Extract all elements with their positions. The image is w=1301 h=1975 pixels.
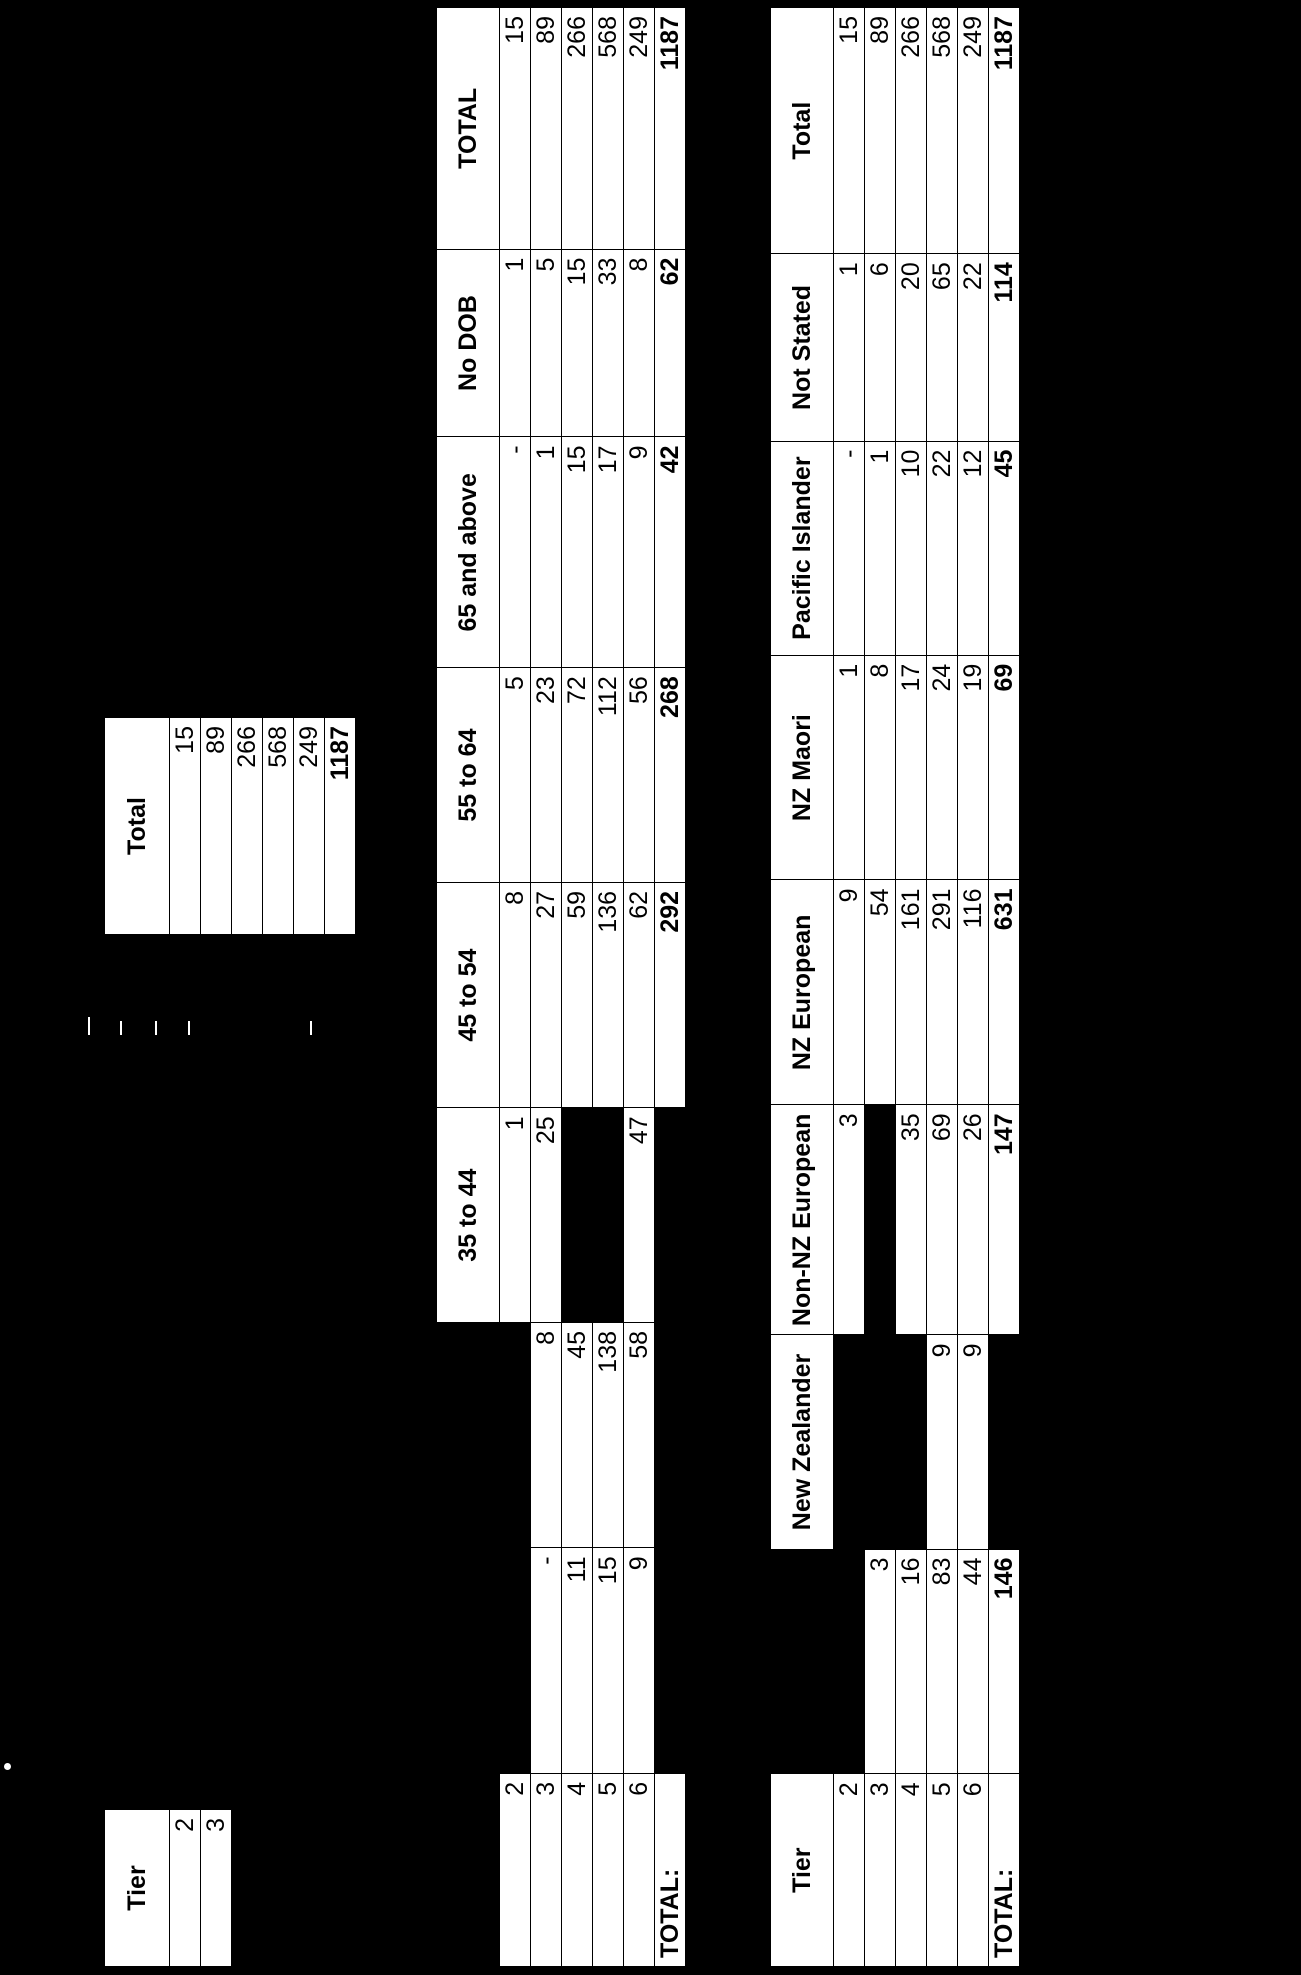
total-label: TOTAL:	[655, 1773, 686, 1966]
value-cell: 11	[562, 1548, 593, 1773]
value-cell: 1	[834, 254, 865, 441]
tier-cell: 5	[593, 1773, 624, 1966]
value-cell	[989, 1335, 1020, 1549]
eth-col-header: NZ Maori	[771, 655, 834, 880]
eth-col-header: Not Stated	[771, 254, 834, 441]
value-cell: 114	[989, 254, 1020, 441]
total-cell: 89	[201, 718, 232, 935]
value-cell: 1187	[655, 8, 686, 250]
table-row	[263, 718, 294, 935]
table-row	[562, 8, 593, 1967]
tier-cell: 6	[624, 1773, 655, 1966]
value-cell: 12	[958, 441, 989, 655]
table-row	[201, 1810, 232, 1967]
tier-header: Tier	[771, 1774, 834, 1967]
value-cell: 568	[593, 8, 624, 250]
value-cell: 568	[927, 8, 958, 254]
value-cell: 26	[958, 1105, 989, 1335]
value-cell: 58	[624, 1322, 655, 1547]
eth-col-header: NZ European	[771, 880, 834, 1105]
value-cell: 6	[865, 254, 896, 441]
total-cell: 15	[170, 718, 201, 935]
value-cell: 33	[593, 249, 624, 437]
tier-cell: 4	[896, 1774, 927, 1967]
tier-cell: 2	[834, 1774, 865, 1967]
value-cell: 1	[500, 1108, 531, 1323]
table-row	[531, 8, 562, 1967]
age-col-header: TOTAL	[437, 8, 500, 250]
value-cell: 69	[989, 655, 1020, 880]
value-cell: 161	[896, 880, 927, 1105]
total-cell: 266	[232, 718, 263, 935]
table-row	[865, 8, 896, 1967]
table-row	[325, 718, 356, 935]
value-cell: 56	[624, 668, 655, 883]
value-cell: 1187	[989, 8, 1020, 254]
value-cell: 292	[655, 882, 686, 1107]
table-row	[105, 718, 170, 935]
value-cell: 1	[834, 655, 865, 880]
value-cell	[655, 1108, 686, 1323]
blank-header	[437, 1548, 500, 1773]
value-cell: 266	[896, 8, 927, 254]
tier-cell: 5	[927, 1774, 958, 1967]
blank-header	[771, 1549, 834, 1774]
value-cell: 69	[927, 1105, 958, 1335]
value-cell: 249	[624, 8, 655, 250]
value-cell: 27	[531, 882, 562, 1107]
value-cell: 1	[531, 437, 562, 668]
ethnicity-header-row	[771, 8, 834, 1967]
total-row	[655, 8, 686, 1967]
value-cell: 5	[531, 249, 562, 437]
table-row	[896, 8, 927, 1967]
table-row	[958, 8, 989, 1967]
table-row	[232, 718, 263, 935]
age-table	[436, 7, 686, 1967]
value-cell: 8	[531, 1322, 562, 1547]
value-cell: 249	[958, 8, 989, 254]
value-cell: 72	[562, 668, 593, 883]
value-cell	[500, 1322, 531, 1547]
table-row	[170, 718, 201, 935]
table-row	[105, 1810, 170, 1967]
value-cell: 291	[927, 880, 958, 1105]
total-cell: 1187	[325, 718, 356, 935]
value-cell: 44	[958, 1549, 989, 1774]
age-col-header: 45 to 54	[437, 882, 500, 1107]
value-cell: 3	[865, 1549, 896, 1774]
value-cell: 54	[865, 880, 896, 1105]
total-row	[989, 8, 1020, 1967]
value-cell: 146	[989, 1549, 1020, 1774]
value-cell: 112	[593, 668, 624, 883]
value-cell	[562, 1108, 593, 1323]
value-cell: 9	[958, 1335, 989, 1549]
value-cell: 35	[896, 1105, 927, 1335]
tier-cell: 2	[500, 1773, 531, 1966]
tier-cell: 6	[958, 1774, 989, 1967]
value-cell: 47	[624, 1108, 655, 1323]
value-cell: 22	[958, 254, 989, 441]
value-cell: 23	[531, 668, 562, 883]
table-row	[834, 8, 865, 1967]
age-col-header: 35 to 44	[437, 1108, 500, 1323]
table-row	[500, 8, 531, 1967]
scan-artifact-dot	[4, 1763, 11, 1770]
value-cell: 136	[593, 882, 624, 1107]
value-cell: 62	[655, 249, 686, 437]
value-cell	[896, 1335, 927, 1549]
eth-col-header: Total	[771, 8, 834, 254]
tier-cell: 2	[170, 1810, 201, 1967]
value-cell: 268	[655, 668, 686, 883]
scan-artifact-line	[88, 1017, 90, 1035]
value-cell: 65	[927, 254, 958, 441]
value-cell: 9	[624, 437, 655, 668]
tier-cell: 3	[865, 1774, 896, 1967]
value-cell: 10	[896, 441, 927, 655]
scan-artifact-line	[188, 1021, 190, 1035]
value-cell: 24	[927, 655, 958, 880]
ethnicity-table	[770, 7, 1020, 1967]
value-cell: 138	[593, 1322, 624, 1547]
value-cell: 25	[531, 1108, 562, 1323]
value-cell: 15	[562, 437, 593, 668]
value-cell: 15	[834, 8, 865, 254]
total-summary-table	[104, 717, 356, 935]
value-cell: 266	[562, 8, 593, 250]
value-cell: 9	[624, 1548, 655, 1773]
tier-summary-table	[104, 1809, 232, 1967]
value-cell: 631	[989, 880, 1020, 1105]
value-cell: 45	[562, 1322, 593, 1547]
value-cell: 42	[655, 437, 686, 668]
blank-header	[437, 1322, 500, 1547]
value-cell: 89	[531, 8, 562, 250]
value-cell: 83	[927, 1549, 958, 1774]
value-cell	[655, 1322, 686, 1547]
table-row	[593, 8, 624, 1967]
age-col-header: No DOB	[437, 249, 500, 437]
eth-col-header: Non-NZ European	[771, 1105, 834, 1335]
tier-header: Tier	[105, 1810, 170, 1967]
value-cell: 116	[958, 880, 989, 1105]
age-col-header: 65 and above	[437, 437, 500, 668]
table-row	[927, 8, 958, 1967]
value-cell	[834, 1335, 865, 1549]
tier-cell: 3	[531, 1773, 562, 1966]
value-cell: 3	[834, 1105, 865, 1335]
value-cell	[834, 1549, 865, 1774]
value-cell: 8	[624, 249, 655, 437]
total-cell: 568	[263, 718, 294, 935]
value-cell: 20	[896, 254, 927, 441]
value-cell: 17	[593, 437, 624, 668]
table-row	[294, 718, 325, 935]
value-cell: 45	[989, 441, 1020, 655]
value-cell: -	[500, 437, 531, 668]
eth-col-header: New Zealander	[771, 1335, 834, 1549]
value-cell: 22	[927, 441, 958, 655]
scan-artifact-line	[120, 1021, 122, 1035]
total-header: Total	[105, 718, 170, 935]
blank-header	[437, 1773, 500, 1966]
value-cell: 62	[624, 882, 655, 1107]
age-header-row	[437, 8, 500, 1967]
value-cell: 16	[896, 1549, 927, 1774]
value-cell: 15	[500, 8, 531, 250]
value-cell: -	[531, 1548, 562, 1773]
value-cell: 15	[593, 1548, 624, 1773]
table-row	[201, 718, 232, 935]
value-cell: 1	[500, 249, 531, 437]
value-cell: 9	[834, 880, 865, 1105]
scan-artifact-line	[155, 1021, 157, 1035]
value-cell	[500, 1548, 531, 1773]
value-cell: -	[834, 441, 865, 655]
value-cell	[865, 1105, 896, 1335]
tier-cell: 4	[562, 1773, 593, 1966]
total-cell: 249	[294, 718, 325, 935]
value-cell: 5	[500, 668, 531, 883]
table-row	[624, 8, 655, 1967]
value-cell: 8	[865, 655, 896, 880]
value-cell: 147	[989, 1105, 1020, 1335]
scan-artifact-line	[310, 1021, 312, 1035]
value-cell	[593, 1108, 624, 1323]
age-col-header: 55 to 64	[437, 668, 500, 883]
total-label: TOTAL:	[989, 1774, 1020, 1967]
value-cell: 89	[865, 8, 896, 254]
table-row	[170, 1810, 201, 1967]
value-cell: 59	[562, 882, 593, 1107]
eth-col-header: Pacific Islander	[771, 441, 834, 655]
value-cell: 15	[562, 249, 593, 437]
value-cell: 17	[896, 655, 927, 880]
value-cell: 9	[927, 1335, 958, 1549]
tier-cell: 3	[201, 1810, 232, 1967]
value-cell	[655, 1548, 686, 1773]
value-cell	[865, 1335, 896, 1549]
value-cell: 8	[500, 882, 531, 1107]
value-cell: 19	[958, 655, 989, 880]
value-cell: 1	[865, 441, 896, 655]
